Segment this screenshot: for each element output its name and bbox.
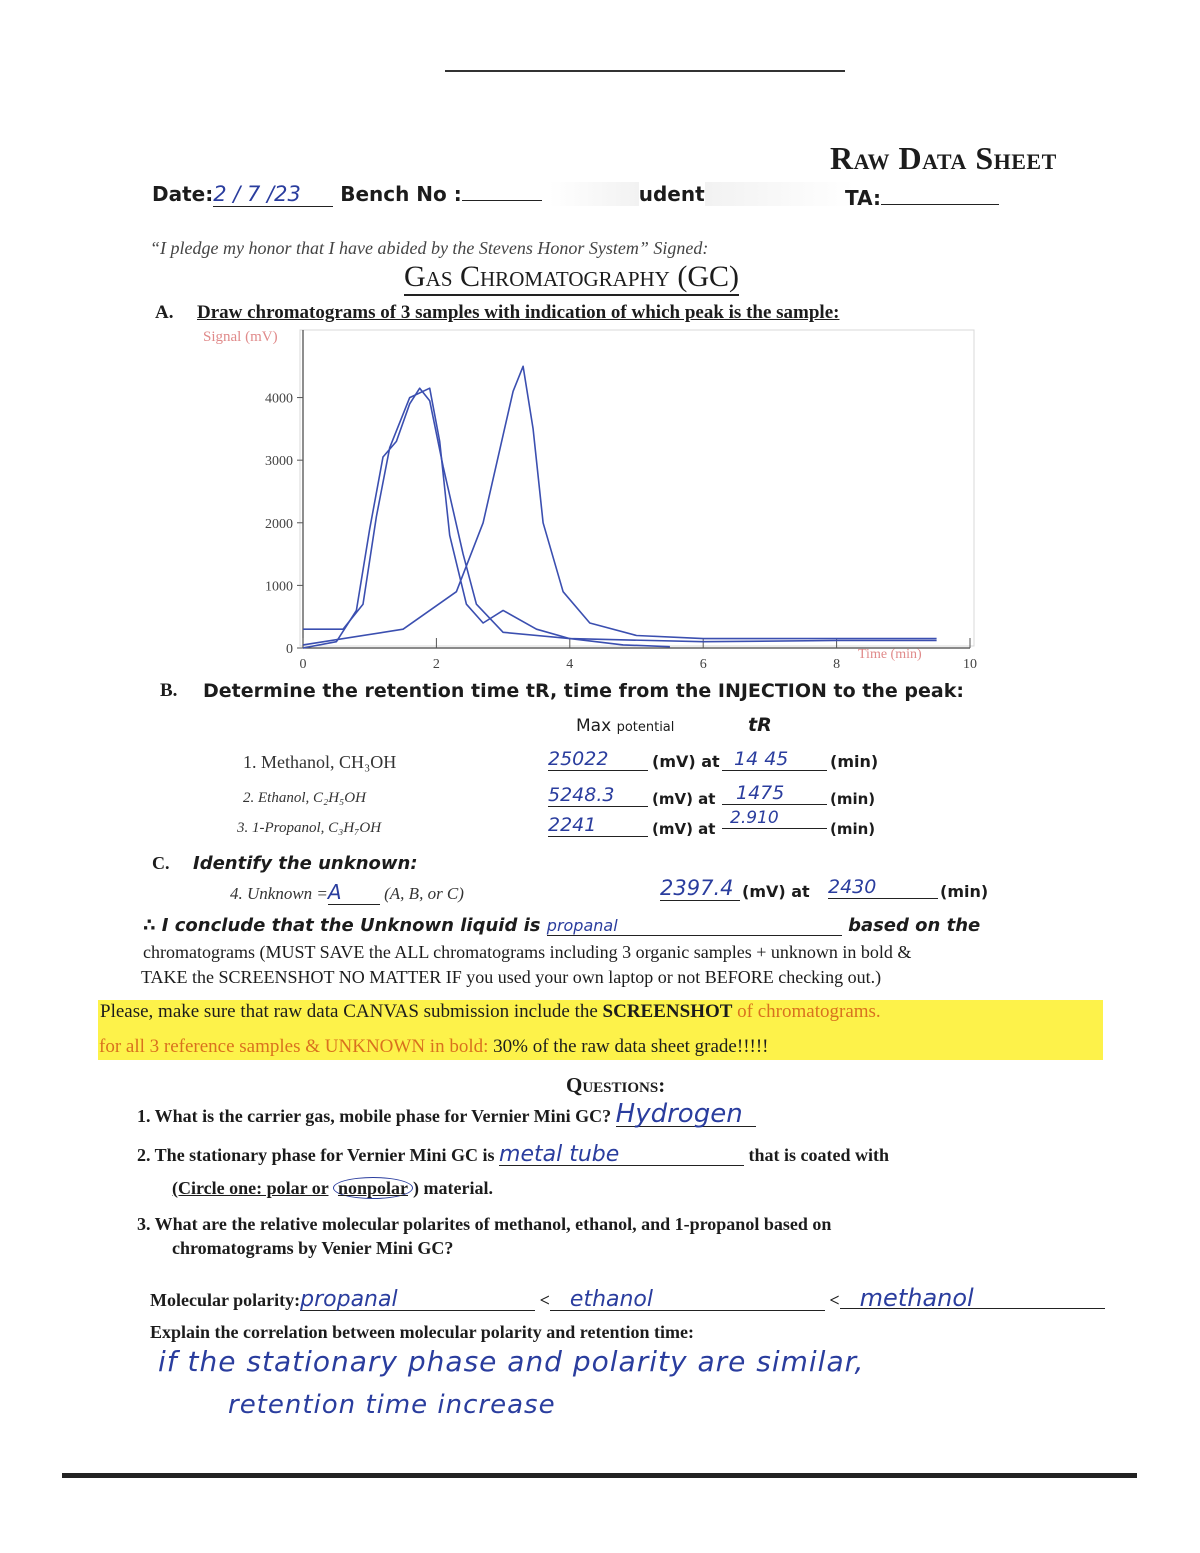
explain-answer-2: retention time increase xyxy=(228,1390,556,1420)
lt-1: < xyxy=(539,1290,550,1310)
section-b-letter: B. xyxy=(160,680,178,701)
question-2-circle xyxy=(172,1178,493,1199)
x-tick-label: 2 xyxy=(432,657,440,672)
circled-nonpolar: nonpolar xyxy=(333,1177,413,1199)
question-2-suffix: that is coated with xyxy=(748,1145,890,1165)
question-1 xyxy=(137,1099,756,1129)
row-ethanol-min: (min) xyxy=(830,790,876,808)
y-tick-label: 4000 xyxy=(265,391,293,407)
experiment-title: Gas Chromatography (GC) xyxy=(404,260,739,296)
row-propanol-min: (min) xyxy=(830,820,876,838)
section-c-instruction: Identify the unknown: xyxy=(193,853,418,874)
unknown-mv: 2397.4 xyxy=(660,876,740,901)
y-tick-label: 3000 xyxy=(265,454,293,470)
highlight-text-1c: of chromatograms. xyxy=(737,1001,881,1022)
row-ethanol-mvat: (mV) at xyxy=(652,790,716,808)
explain-label: Explain the correlation between molecular polarity and retention time: xyxy=(150,1322,694,1342)
row-propanol-label: 3. 1-Propanol, C₃H₇OH xyxy=(237,820,382,836)
ta-label: TA: xyxy=(845,186,881,210)
unknown-min: (min) xyxy=(940,882,989,901)
sheet-title: Raw Data Sheet xyxy=(830,140,1057,176)
conclude-prefix: ∴ I conclude that the Unknown liquid is xyxy=(143,915,541,936)
unknown-mvat: (mV) at xyxy=(742,882,810,901)
lt-2: < xyxy=(829,1290,840,1310)
explain-answer-1: if the stationary phase and polarity are similar, xyxy=(158,1345,865,1378)
answer-1: Hydrogen xyxy=(616,1102,756,1127)
polarity-label: Molecular polarity: xyxy=(150,1290,301,1310)
answer-2: metal tube xyxy=(499,1145,744,1166)
date-value: 2 / 7 /23 xyxy=(213,182,333,207)
chromatogram-chart xyxy=(0,0,1200,700)
question-3-line-1: 3. What are the relative molecular polarites of methanol, ethanol, and 1-propanol based on xyxy=(137,1214,832,1234)
row-methanol-min: (min) xyxy=(830,752,879,771)
unknown-value: A xyxy=(328,880,380,905)
question-1-text: 1. What is the carrier gas, mobile phase for Vernier Mini GC? xyxy=(137,1106,612,1126)
highlight-text-1b: SCREENSHOT xyxy=(602,1001,733,1022)
col-max-header xyxy=(576,716,674,736)
section-a-instruction: Draw chromatograms of 3 samples with indication of which peak is the sample: xyxy=(197,302,840,323)
row-ethanol-tr: 1475 xyxy=(722,782,827,805)
highlight-text-2a: for all 3 reference samples & UNKNOWN in bold: xyxy=(99,1036,489,1057)
circle-prefix: (Circle one: polar or xyxy=(172,1178,329,1198)
question-3-line-2: chromatograms by Venier Mini GC? xyxy=(172,1238,454,1258)
y-axis-label: Signal (mV) xyxy=(203,329,278,345)
unknown-row xyxy=(230,880,464,905)
questions-heading: Questions: xyxy=(566,1073,666,1097)
polarity-row xyxy=(150,1284,1105,1312)
date-label: Date: xyxy=(152,182,214,206)
y-tick-label: 2000 xyxy=(265,516,293,532)
note-line-1: chromatograms (MUST SAVE the ALL chromatograms including 3 organic samples + unknown in bold & xyxy=(143,942,912,962)
col-tr: tR xyxy=(748,714,772,736)
chromatogram-trace-3 xyxy=(303,366,937,645)
polarity-1: propanal xyxy=(300,1290,535,1311)
col-max: Max xyxy=(576,716,612,736)
row-methanol-mvat: (mV) at xyxy=(652,752,720,771)
row-propanol-max: 2241 xyxy=(548,814,648,837)
conclude-line xyxy=(143,915,980,936)
x-tick-label: 6 xyxy=(699,657,707,672)
section-a-letter: A. xyxy=(155,302,174,323)
row-methanol-tr: 14 45 xyxy=(722,748,827,771)
student-label: udent xyxy=(638,182,705,206)
row-ethanol-max: 5248.3 xyxy=(548,784,648,807)
bench-label: Bench No : xyxy=(340,182,462,206)
col-potential: potential xyxy=(616,720,675,735)
row-methanol-label: 1. Methanol, CH₃OH xyxy=(243,752,397,772)
x-tick-label: 10 xyxy=(963,657,977,672)
row-propanol-tr: 2.910 xyxy=(722,808,827,829)
conclude-value: propanal xyxy=(547,916,842,936)
polarity-3: methanol xyxy=(840,1288,1105,1309)
y-tick-label: 1000 xyxy=(265,579,293,595)
x-tick-label: 4 xyxy=(566,657,574,672)
question-2 xyxy=(137,1142,890,1167)
question-2-text: 2. The stationary phase for Vernier Mini GC is xyxy=(137,1145,495,1165)
highlight-line-2 xyxy=(99,1036,769,1058)
y-tick-label: 0 xyxy=(286,642,293,657)
note-line-2: TAKE the SCREENSHOT NO MATTER IF you used your own laptop or not BEFORE checking out.) xyxy=(141,967,882,987)
unknown-label: 4. Unknown = xyxy=(230,884,328,903)
bottom-rule xyxy=(62,1473,1137,1478)
unknown-tr: 2430 xyxy=(828,876,938,899)
x-axis-label: Time (min) xyxy=(858,647,922,662)
row-propanol-mvat: (mV) at xyxy=(652,820,716,838)
chromatogram-trace-2 xyxy=(303,388,670,647)
plot-frame xyxy=(300,330,974,646)
row-ethanol-label: 2. Ethanol, C₂H₅OH xyxy=(243,790,366,806)
polarity-2: ethanol xyxy=(550,1290,825,1311)
row-methanol-max: 25022 xyxy=(548,748,648,771)
circle-suffix: ) material. xyxy=(413,1178,493,1198)
honor-pledge: “I pledge my honor that I have abided by the Stevens Honor System” Signed: xyxy=(150,238,709,258)
section-b-instruction: Determine the retention time tR, time from the INJECTION to the peak: xyxy=(203,680,964,702)
highlight-line-1 xyxy=(100,1001,881,1023)
section-c-letter: C. xyxy=(152,853,170,873)
x-tick-label: 8 xyxy=(833,657,841,672)
highlight-text-1a: Please, make sure that raw data CANVAS submission include the xyxy=(100,1001,598,1022)
conclude-suffix: based on the xyxy=(848,915,981,936)
highlight-text-2b: 30% of the raw data sheet grade!!!!! xyxy=(493,1036,769,1057)
x-tick-label: 0 xyxy=(299,657,307,672)
unknown-options: (A, B, or C) xyxy=(384,884,464,903)
